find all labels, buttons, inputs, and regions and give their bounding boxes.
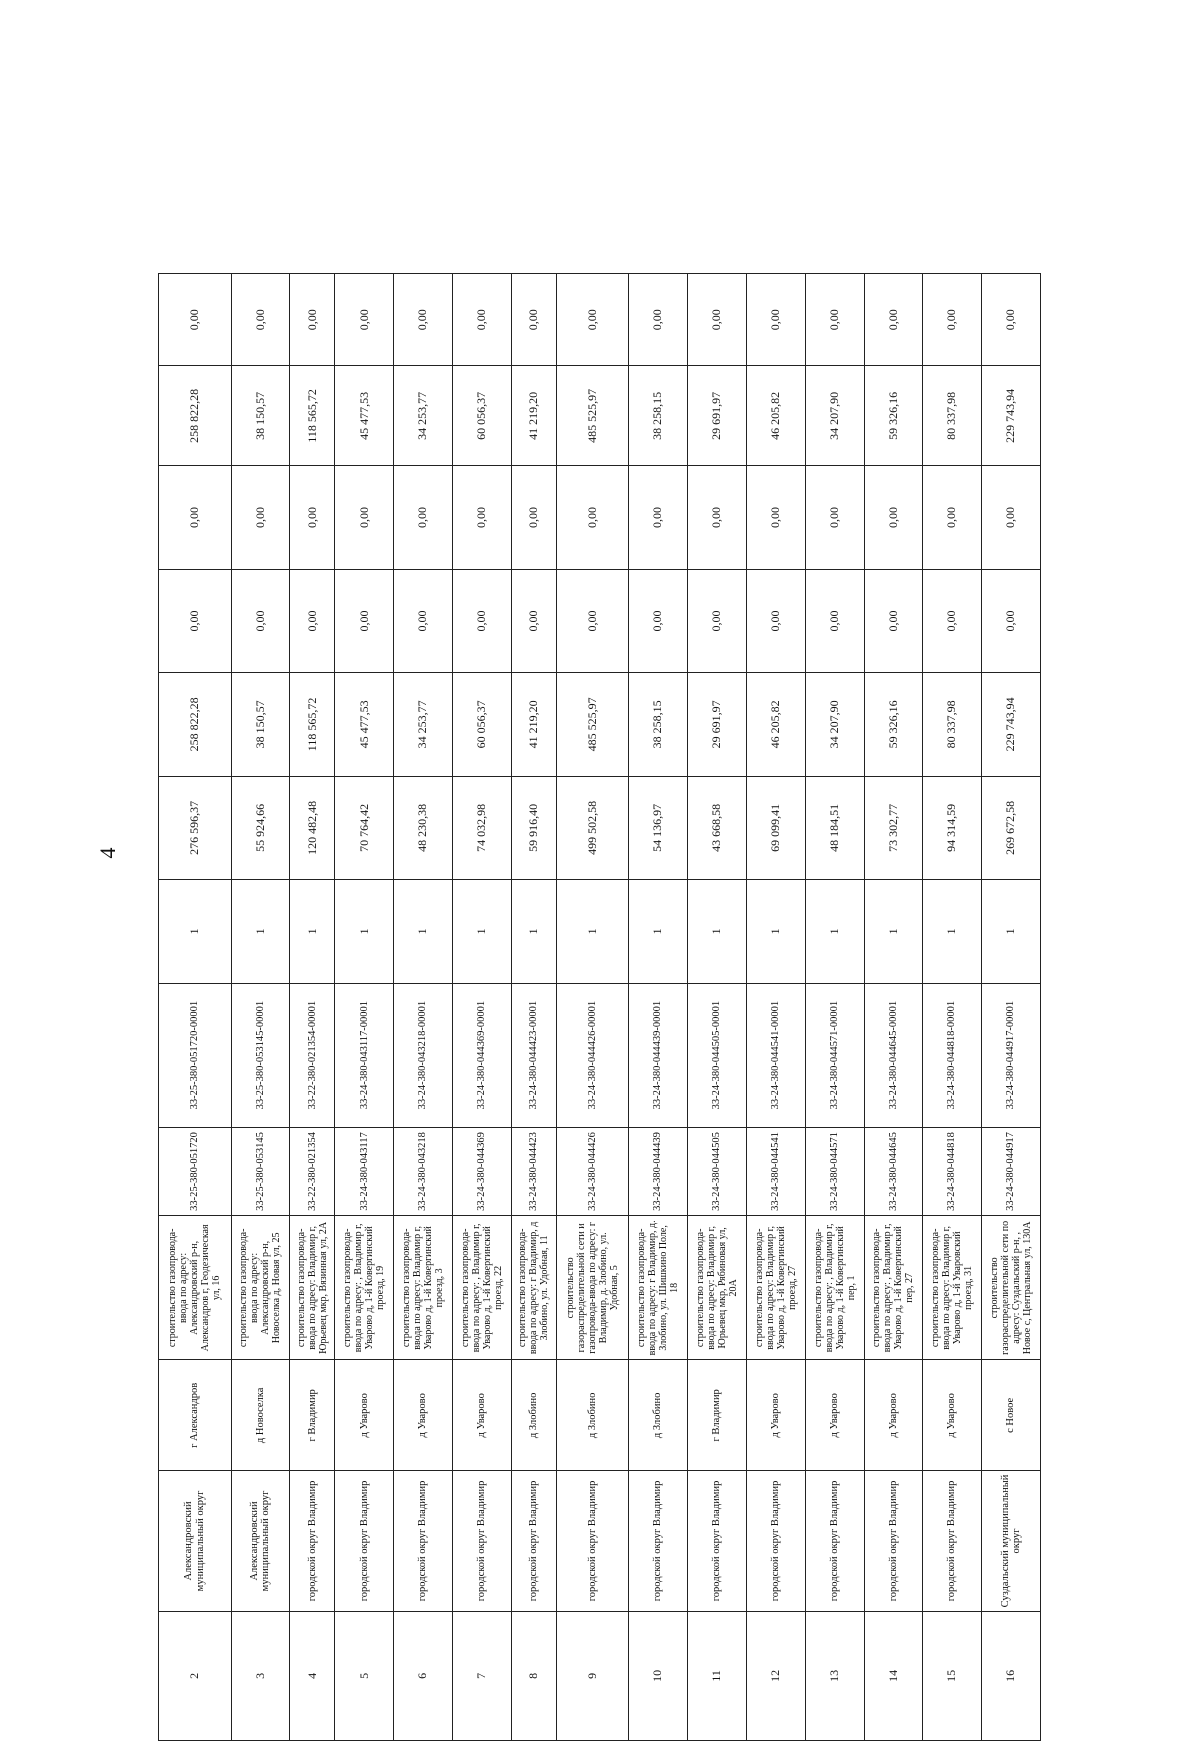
cell-code: 33-24-380-044439 <box>629 1127 688 1216</box>
cell-last: 0,00 <box>982 274 1041 367</box>
cell-amount-2: 0,00 <box>556 569 629 672</box>
cell-count: 1 <box>452 880 511 983</box>
cell-code: 33-24-380-044917 <box>982 1127 1041 1216</box>
cell-description: строительство газопровода-ввода по адресу: Владимир г, Юрьевец мкр, Вязинная ул, 2А <box>290 1216 335 1360</box>
cell-amount-3: 0,00 <box>511 466 556 569</box>
cell-amount-1: 45 477,53 <box>335 673 394 776</box>
cell-code: 33-24-380-044541 <box>746 1127 805 1216</box>
cell-locality: г Александров <box>159 1360 232 1471</box>
cell-count: 1 <box>159 880 232 983</box>
cell-locality: д Уварово <box>452 1360 511 1471</box>
cell-locality: д Уварово <box>335 1360 394 1471</box>
cell-district: городской округ Владимир <box>335 1471 394 1611</box>
cell-amount-2: 0,00 <box>923 569 982 672</box>
table-row <box>394 274 453 1741</box>
table-row <box>452 274 511 1741</box>
table-row <box>231 274 290 1741</box>
cell-count: 1 <box>231 880 290 983</box>
cell-code-full: 33-24-380-044426-00001 <box>556 983 629 1127</box>
cell-count: 1 <box>923 880 982 983</box>
cell-count: 1 <box>982 880 1041 983</box>
cell-amount-1: 46 205,82 <box>746 673 805 776</box>
cell-amount-4: 29 691,97 <box>688 366 747 466</box>
cell-amount-3: 0,00 <box>923 466 982 569</box>
cell-number: 9 <box>556 1611 629 1740</box>
cell-amount-4: 80 337,98 <box>923 366 982 466</box>
cell-amount-2: 0,00 <box>864 569 923 672</box>
cell-amount-1: 118 565,72 <box>290 673 335 776</box>
cell-code-full: 33-24-380-044439-00001 <box>629 983 688 1127</box>
cell-code-full: 33-24-380-044917-00001 <box>982 983 1041 1127</box>
cell-amount-4: 45 477,53 <box>335 366 394 466</box>
cell-count: 1 <box>511 880 556 983</box>
cell-amount-1: 41 219,20 <box>511 673 556 776</box>
cell-code: 33-22-380-021354 <box>290 1127 335 1216</box>
cell-last: 0,00 <box>231 274 290 367</box>
cell-last: 0,00 <box>394 274 453 367</box>
cell-number: 11 <box>688 1611 747 1740</box>
cell-district: городской округ Владимир <box>452 1471 511 1611</box>
cell-district: городской округ Владимир <box>746 1471 805 1611</box>
cell-number: 3 <box>231 1611 290 1740</box>
cell-description: строительство газопровода-ввода по адресу: Александровский р-н, Новоселка д, Новая ул, 25 <box>231 1216 290 1360</box>
cell-locality: д Уварово <box>864 1360 923 1471</box>
cell-amount-3: 0,00 <box>335 466 394 569</box>
cell-amount-4: 118 565,72 <box>290 366 335 466</box>
cell-district: городской округ Владимир <box>394 1471 453 1611</box>
cell-locality: д Уварово <box>746 1360 805 1471</box>
cell-amount-4: 41 219,20 <box>511 366 556 466</box>
cell-total: 499 502,58 <box>556 776 629 879</box>
cell-amount-1: 229 743,94 <box>982 673 1041 776</box>
cell-code: 33-24-380-043117 <box>335 1127 394 1216</box>
cell-count: 1 <box>335 880 394 983</box>
cell-amount-1: 59 326,16 <box>864 673 923 776</box>
cell-amount-1: 485 525,97 <box>556 673 629 776</box>
cell-locality: г Владимир <box>290 1360 335 1471</box>
cell-locality: д Злобино <box>556 1360 629 1471</box>
cell-total: 48 184,51 <box>805 776 864 879</box>
cell-total: 94 314,59 <box>923 776 982 879</box>
cell-last: 0,00 <box>688 274 747 367</box>
cell-code: 33-24-380-044645 <box>864 1127 923 1216</box>
cell-total: 70 764,42 <box>335 776 394 879</box>
cell-amount-3: 0,00 <box>746 466 805 569</box>
cell-amount-4: 46 205,82 <box>746 366 805 466</box>
cell-total: 74 032,98 <box>452 776 511 879</box>
cell-code-full: 33-24-380-044645-00001 <box>864 983 923 1127</box>
cell-amount-2: 0,00 <box>982 569 1041 672</box>
cell-amount-3: 0,00 <box>231 466 290 569</box>
cell-code-full: 33-24-380-044541-00001 <box>746 983 805 1127</box>
cell-code-full: 33-24-380-043117-00001 <box>335 983 394 1127</box>
page-number: 4 <box>95 847 120 859</box>
cell-total: 69 099,41 <box>746 776 805 879</box>
table-row <box>688 274 747 1741</box>
cell-last: 0,00 <box>805 274 864 367</box>
cell-district: городской округ Владимир <box>864 1471 923 1611</box>
cell-amount-2: 0,00 <box>231 569 290 672</box>
cell-amount-3: 0,00 <box>982 466 1041 569</box>
cell-district: Суздальский муниципальный округ <box>982 1471 1041 1611</box>
rotated-table-wrapper <box>158 273 1041 1741</box>
table-row <box>290 274 335 1741</box>
cell-description: строительство газопровода-ввода по адресу: , Владимир г, Уварово д, 1-й Ковергинский проезд, 22 <box>452 1216 511 1360</box>
cell-code: 33-25-380-053145 <box>231 1127 290 1216</box>
cell-locality: д Злобино <box>629 1360 688 1471</box>
cell-number: 6 <box>394 1611 453 1740</box>
table-row <box>335 274 394 1741</box>
cell-last: 0,00 <box>629 274 688 367</box>
cell-count: 1 <box>805 880 864 983</box>
cell-district: городской округ Владимир <box>629 1471 688 1611</box>
cell-description: строительство газопровода-ввода по адресу: Владимир г, Уварово д, 1-й Ковергинский проезд, 27 <box>746 1216 805 1360</box>
cell-code-full: 33-24-380-044369-00001 <box>452 983 511 1127</box>
cell-district: Александровский муниципальный округ <box>231 1471 290 1611</box>
cell-amount-3: 0,00 <box>290 466 335 569</box>
cell-description: строительство газопровода-ввода по адресу: Владимир г, Уварово д, 1-й Уваровский проезд, 31 <box>923 1216 982 1360</box>
table-row <box>923 274 982 1741</box>
cell-district: городской округ Владимир <box>556 1471 629 1611</box>
cell-total: 48 230,38 <box>394 776 453 879</box>
cell-amount-3: 0,00 <box>864 466 923 569</box>
cell-locality: д Уварово <box>805 1360 864 1471</box>
cell-number: 14 <box>864 1611 923 1740</box>
cell-amount-2: 0,00 <box>159 569 232 672</box>
cell-district: городской округ Владимир <box>805 1471 864 1611</box>
cell-count: 1 <box>629 880 688 983</box>
table-row <box>864 274 923 1741</box>
table-row <box>746 274 805 1741</box>
cell-total: 54 136,97 <box>629 776 688 879</box>
cell-locality: д Злобино <box>511 1360 556 1471</box>
cell-amount-4: 38 150,57 <box>231 366 290 466</box>
cell-amount-4: 38 258,15 <box>629 366 688 466</box>
cell-amount-1: 38 258,15 <box>629 673 688 776</box>
cell-locality: д Уварово <box>394 1360 453 1471</box>
cell-amount-2: 0,00 <box>394 569 453 672</box>
cell-district: городской округ Владимир <box>688 1471 747 1611</box>
cell-last: 0,00 <box>556 274 629 367</box>
cell-number: 10 <box>629 1611 688 1740</box>
cell-last: 0,00 <box>159 274 232 367</box>
cell-code: 33-24-380-044423 <box>511 1127 556 1216</box>
cell-amount-2: 0,00 <box>805 569 864 672</box>
cell-amount-2: 0,00 <box>511 569 556 672</box>
cell-total: 269 672,58 <box>982 776 1041 879</box>
cell-amount-2: 0,00 <box>335 569 394 672</box>
cell-code-full: 33-25-380-051720-00001 <box>159 983 232 1127</box>
cell-code: 33-24-380-044818 <box>923 1127 982 1216</box>
cell-total: 120 482,48 <box>290 776 335 879</box>
cell-amount-3: 0,00 <box>394 466 453 569</box>
cell-amount-4: 34 207,90 <box>805 366 864 466</box>
cell-number: 5 <box>335 1611 394 1740</box>
cell-amount-3: 0,00 <box>452 466 511 569</box>
cell-number: 2 <box>159 1611 232 1740</box>
cell-code: 33-24-380-044426 <box>556 1127 629 1216</box>
cell-last: 0,00 <box>864 274 923 367</box>
cell-locality: г Владимир <box>688 1360 747 1471</box>
cell-amount-4: 229 743,94 <box>982 366 1041 466</box>
cell-locality: д Уварово <box>923 1360 982 1471</box>
table-row <box>159 274 232 1741</box>
cell-code: 33-25-380-051720 <box>159 1127 232 1216</box>
cell-district: городской округ Владимир <box>511 1471 556 1611</box>
cell-last: 0,00 <box>511 274 556 367</box>
cell-amount-2: 0,00 <box>746 569 805 672</box>
cell-total: 55 924,66 <box>231 776 290 879</box>
table-body <box>159 274 1041 1741</box>
cell-amount-4: 485 525,97 <box>556 366 629 466</box>
cell-code: 33-24-380-044571 <box>805 1127 864 1216</box>
cell-amount-4: 60 056,37 <box>452 366 511 466</box>
cell-code-full: 33-24-380-044423-00001 <box>511 983 556 1127</box>
cell-amount-2: 0,00 <box>452 569 511 672</box>
cell-description: строительство газопровода-ввода по адресу: Владимир г, Уварово д, 1-й Ковергинский проезд, 3 <box>394 1216 453 1360</box>
cell-description: строительство газопровода-ввода по адресу: , Владимир г, Уварово д, 1-й Ковергинский пер, 27 <box>864 1216 923 1360</box>
cell-number: 13 <box>805 1611 864 1740</box>
cell-count: 1 <box>556 880 629 983</box>
table-row <box>982 274 1041 1741</box>
cell-district: городской округ Владимир <box>290 1471 335 1611</box>
cell-amount-1: 38 150,57 <box>231 673 290 776</box>
cell-code: 33-24-380-043218 <box>394 1127 453 1216</box>
cell-code-full: 33-24-380-044571-00001 <box>805 983 864 1127</box>
cell-count: 1 <box>688 880 747 983</box>
cell-number: 12 <box>746 1611 805 1740</box>
cell-locality: д Новоселка <box>231 1360 290 1471</box>
cell-amount-3: 0,00 <box>629 466 688 569</box>
cell-district: городской округ Владимир <box>923 1471 982 1611</box>
cell-district: Александровский муниципальный округ <box>159 1471 232 1611</box>
cell-last: 0,00 <box>452 274 511 367</box>
cell-number: 8 <box>511 1611 556 1740</box>
cell-count: 1 <box>290 880 335 983</box>
cell-amount-3: 0,00 <box>159 466 232 569</box>
cell-amount-1: 258 822,28 <box>159 673 232 776</box>
cell-total: 59 916,40 <box>511 776 556 879</box>
cell-count: 1 <box>746 880 805 983</box>
cell-code: 33-24-380-044369 <box>452 1127 511 1216</box>
cell-last: 0,00 <box>335 274 394 367</box>
cell-amount-1: 34 253,77 <box>394 673 453 776</box>
cell-amount-4: 258 822,28 <box>159 366 232 466</box>
cell-amount-4: 59 326,16 <box>864 366 923 466</box>
cell-code: 33-24-380-044505 <box>688 1127 747 1216</box>
cell-code-full: 33-24-380-043218-00001 <box>394 983 453 1127</box>
cell-number: 7 <box>452 1611 511 1740</box>
table-row <box>511 274 556 1741</box>
cell-amount-2: 0,00 <box>629 569 688 672</box>
cell-description: строительство газопровода-ввода по адресу: , Владимир г, Уварово д, 1-й Ковергинский проезд, 19 <box>335 1216 394 1360</box>
cell-code-full: 33-22-380-021354-00001 <box>290 983 335 1127</box>
cell-description: строительство газопровода-ввода по адресу: г Владимир, д Злобино, ул. Удобная, 11 <box>511 1216 556 1360</box>
cell-description: строительство газопровода-ввода по адресу: , Владимир г, Уварово д, 1-й Ковергинский пер, 1 <box>805 1216 864 1360</box>
table-row <box>629 274 688 1741</box>
cell-amount-4: 34 253,77 <box>394 366 453 466</box>
cell-code-full: 33-24-380-044505-00001 <box>688 983 747 1127</box>
cell-amount-1: 29 691,97 <box>688 673 747 776</box>
cell-code-full: 33-25-380-053145-00001 <box>231 983 290 1127</box>
cell-last: 0,00 <box>290 274 335 367</box>
cell-total: 43 668,58 <box>688 776 747 879</box>
cell-count: 1 <box>394 880 453 983</box>
cell-number: 15 <box>923 1611 982 1740</box>
table-row <box>805 274 864 1741</box>
data-table <box>158 273 1041 1741</box>
cell-total: 276 596,37 <box>159 776 232 879</box>
cell-description: строительство газопровода-ввода по адресу: Владимир г, Юрьевец мкр, Рябиновая ул, 20А <box>688 1216 747 1360</box>
cell-number: 4 <box>290 1611 335 1740</box>
cell-amount-1: 34 207,90 <box>805 673 864 776</box>
cell-amount-3: 0,00 <box>688 466 747 569</box>
cell-amount-3: 0,00 <box>556 466 629 569</box>
cell-amount-2: 0,00 <box>688 569 747 672</box>
cell-description: строительство газораспределительной сети и газопровода-ввода по адресу: г Владимир, д. Злобино, ул. Удобная, 5 <box>556 1216 629 1360</box>
cell-total: 73 302,77 <box>864 776 923 879</box>
cell-description: строительство газораспределительной сети по адресу: Суздальский р-н, , Новое с, Центральная ул, 130А <box>982 1216 1041 1360</box>
cell-amount-1: 80 337,98 <box>923 673 982 776</box>
cell-description: строительство газопровода-ввода по адресу: г Владимир, д. Злобино, ул. Шишкино Поле, 18 <box>629 1216 688 1360</box>
cell-amount-1: 60 056,37 <box>452 673 511 776</box>
cell-count: 1 <box>864 880 923 983</box>
cell-locality: с Новое <box>982 1360 1041 1471</box>
cell-amount-3: 0,00 <box>805 466 864 569</box>
cell-last: 0,00 <box>923 274 982 367</box>
cell-code-full: 33-24-380-044818-00001 <box>923 983 982 1127</box>
cell-number: 16 <box>982 1611 1041 1740</box>
cell-amount-2: 0,00 <box>290 569 335 672</box>
table-row <box>556 274 629 1741</box>
cell-last: 0,00 <box>746 274 805 367</box>
cell-description: строительство газопровода-ввода по адресу: Александровский р-н, Александров г, Геодезическая ул, 16 <box>159 1216 232 1360</box>
